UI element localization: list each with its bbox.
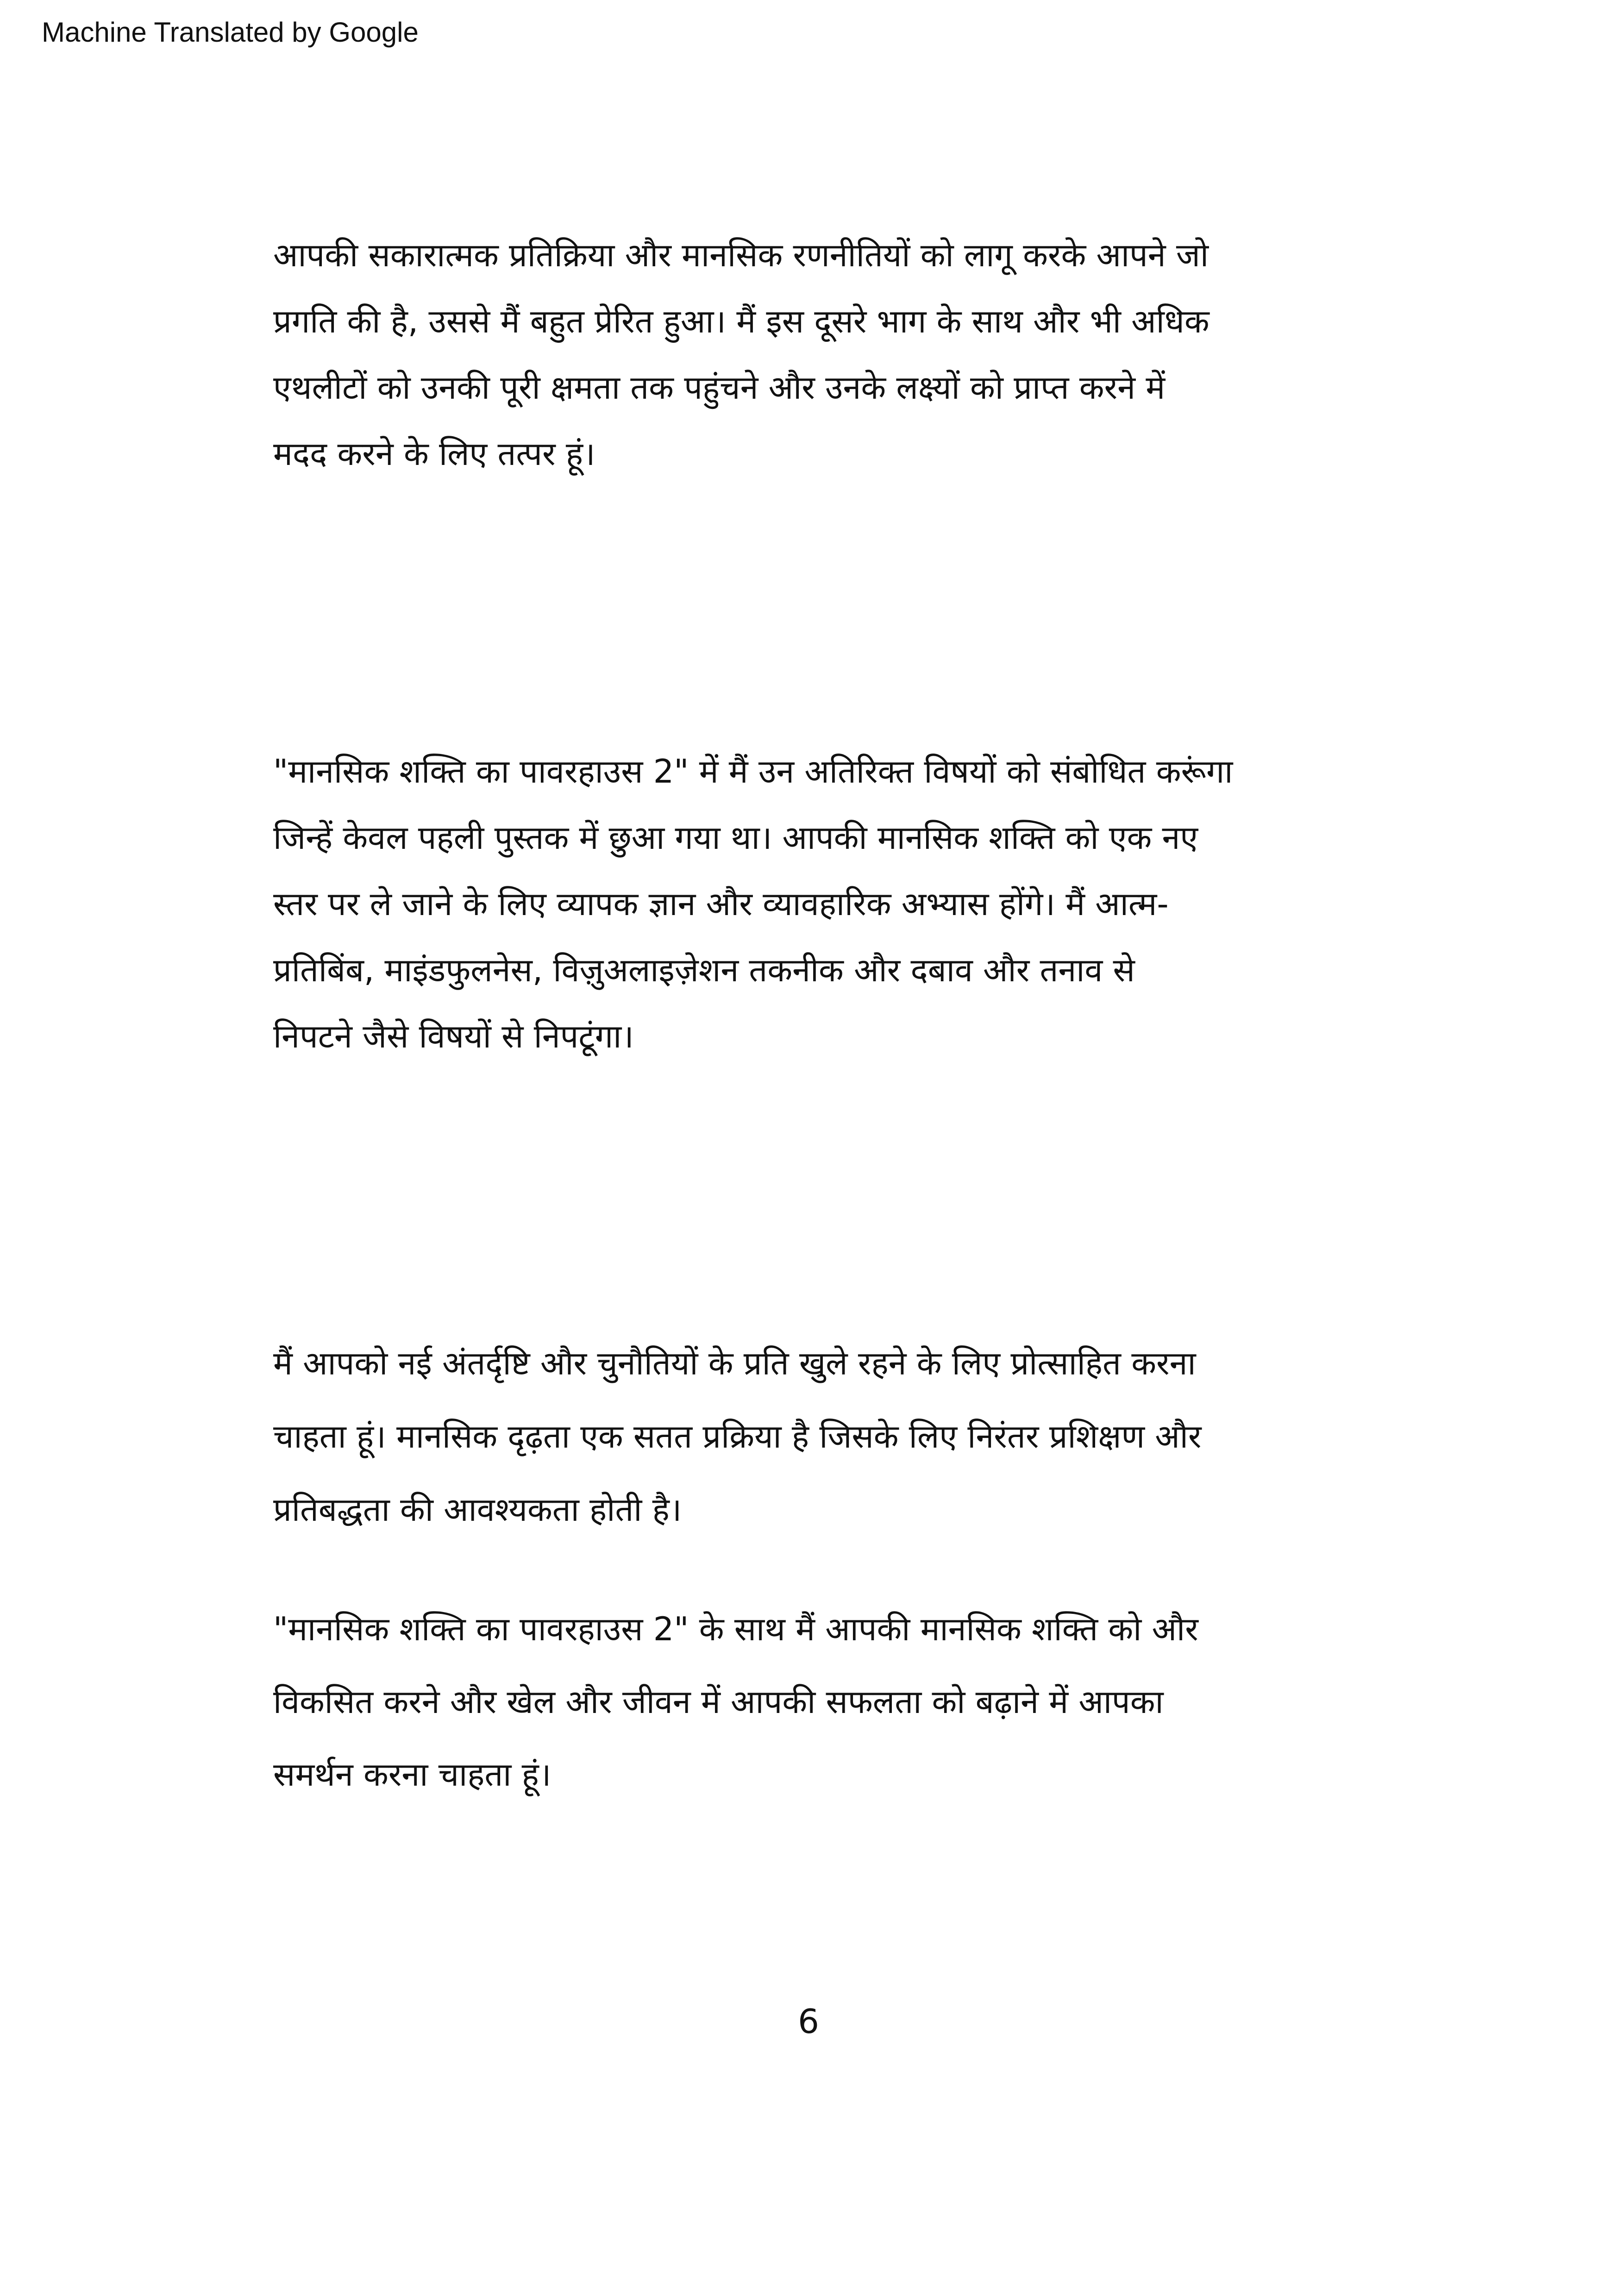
paragraph-1-line: प्रगति की है, उससे मैं बहुत प्रेरित हुआ। मैं इस दूसरे भाग के साथ और भी अधिक [273,302,1210,340]
paragraph-4-line: समर्थन करना चाहता हूं। [273,1756,552,1794]
paragraph-4 [273,1593,1375,1811]
paragraph-4-line: विकसित करने और खेल और जीवन में आपकी सफलता को बढ़ाने में आपका [273,1683,1164,1721]
paragraph-1 [273,222,1375,487]
paragraph-2-line: प्रतिबिंब, माइंडफुलनेस, विज़ुअलाइज़ेशन तकनीक और दबाव और तनाव से [273,951,1135,989]
paragraph-3 [273,1327,1375,1546]
paragraph-3-line: चाहता हूं। मानसिक दृढ़ता एक सतत प्रक्रिया है जिसके लिए निरंतर प्रशिक्षण और [273,1418,1202,1455]
machine-translation-label: Machine Translated by Google [42,17,419,48]
paragraph-2-line: "मानसिक शक्ति का पावरहाउस 2" में मैं उन अतिरिक्त विषयों को संबोधित करूंगा [273,753,1233,790]
paragraph-3-line: प्रतिबद्धता की आवश्यकता होती है। [273,1491,682,1529]
paragraph-2 [273,739,1375,1070]
paragraph-1-line: आपकी सकारात्मक प्रतिक्रिया और मानसिक रणनीतियों को लागू करके आपने जो [273,236,1209,274]
paragraph-2-line: स्तर पर ले जाने के लिए व्यापक ज्ञान और व्यावहारिक अभ्यास होंगे। मैं आत्म- [273,885,1169,923]
paragraph-2-line: निपटने जैसे विषयों से निपटूंगा। [273,1017,634,1055]
paragraph-2-line: जिन्हें केवल पहली पुस्तक में छुआ गया था। आपकी मानसिक शक्ति को एक नए [273,819,1198,857]
paragraph-3-line: मैं आपको नई अंतर्दृष्टि और चुनौतियों के प्रति खुले रहने के लिए प्रोत्साहित करना [273,1344,1196,1382]
paragraph-1-line: एथलीटों को उनकी पूरी क्षमता तक पहुंचने और उनके लक्ष्यों को प्राप्त करने में [273,369,1166,407]
paragraph-1-line: मदद करने के लिए तत्पर हूं। [273,435,595,473]
paragraph-4-line: "मानसिक शक्ति का पावरहाउस 2" के साथ मैं आपकी मानसिक शक्ति को और [273,1610,1198,1648]
page-number: 6 [798,2002,819,2041]
